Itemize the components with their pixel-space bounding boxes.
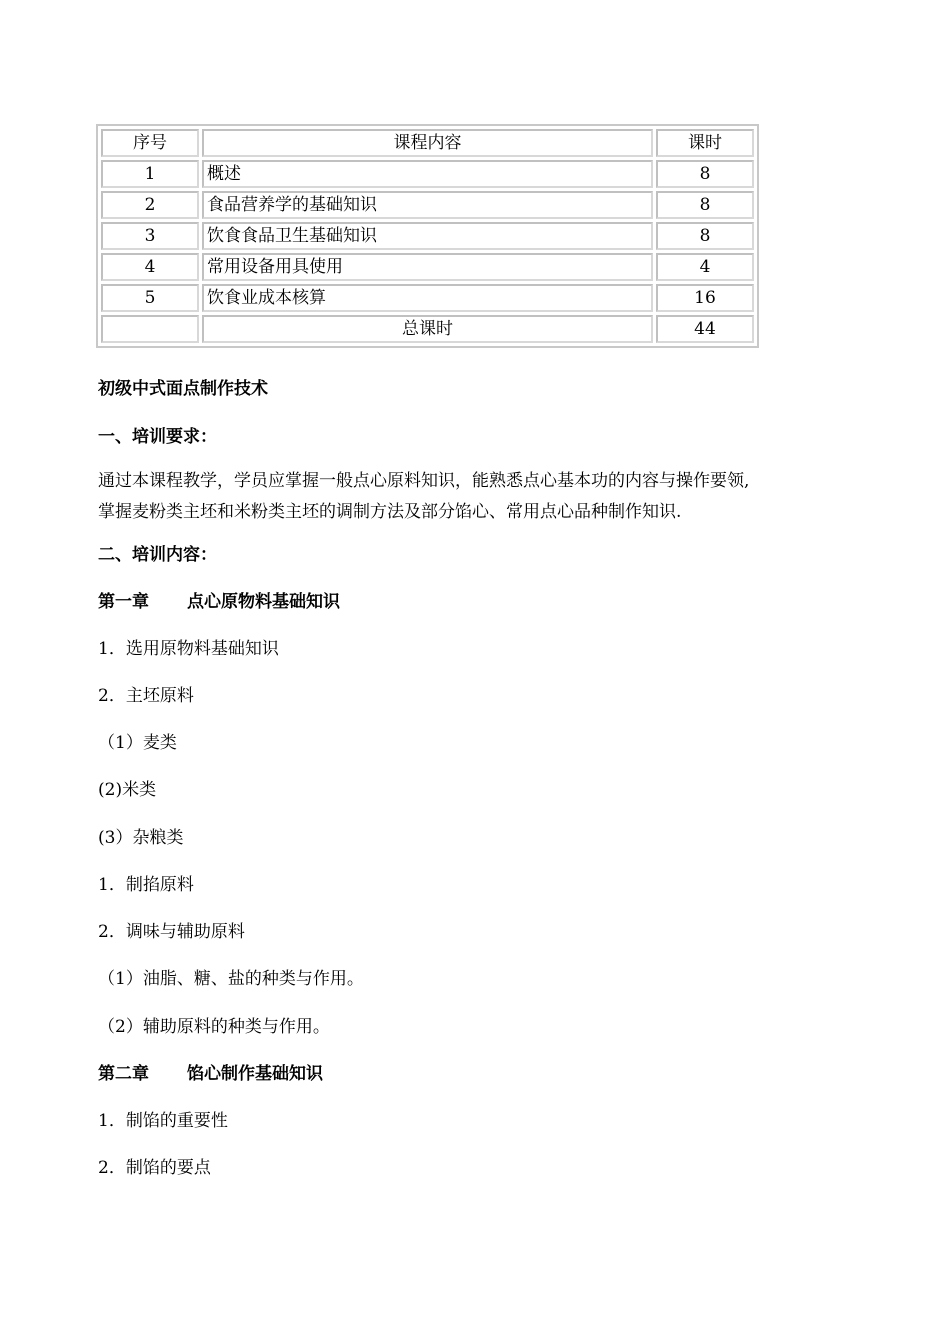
list-item: （1）油脂、糖、盐的种类与作用。 (98, 969, 364, 989)
row-content: 概述 (202, 160, 653, 188)
row-hours: 8 (656, 160, 754, 188)
header-hours: 课时 (656, 129, 754, 157)
list-item: 2．主坯原料 (98, 686, 194, 706)
list-item: 2．调味与辅助原料 (98, 922, 245, 942)
row-index: 3 (101, 222, 199, 250)
row-hours: 8 (656, 222, 754, 250)
list-item: （2）辅助原料的种类与作用。 (98, 1017, 330, 1037)
row-hours: 16 (656, 284, 754, 312)
requirements-paragraph (98, 466, 848, 528)
content-heading: 二、培训内容： (98, 545, 217, 565)
list-item: 1．制馅的重要性 (98, 1111, 228, 1131)
table-header-row (101, 129, 754, 157)
row-index: 1 (101, 160, 199, 188)
row-hours: 4 (656, 253, 754, 281)
list-item: 1．选用原物料基础知识 (98, 639, 279, 659)
chapter-heading (98, 1062, 323, 1086)
header-index: 序号 (101, 129, 199, 157)
chapter-title: 点心原物料基础知识 (187, 592, 340, 612)
table-row (101, 191, 754, 219)
chapter-heading (98, 590, 340, 614)
row-index: 2 (101, 191, 199, 219)
table-row (101, 284, 754, 312)
table-total-row (101, 315, 754, 343)
chapter-label: 第一章 (98, 592, 149, 612)
table-row (101, 160, 754, 188)
total-label: 总课时 (202, 315, 653, 343)
requirements-heading: 一、培训要求： (98, 427, 217, 447)
total-empty-cell (101, 315, 199, 343)
row-index: 4 (101, 253, 199, 281)
requirements-line: 掌握麦粉类主坯和米粉类主坯的调制方法及部分馅心、常用点心品种制作知识. (98, 502, 682, 522)
row-content: 食品营养学的基础知识 (202, 191, 653, 219)
list-item: 1．制掐原料 (98, 875, 194, 895)
course-title: 初级中式面点制作技术 (98, 379, 268, 399)
list-item: 2．制馅的要点 (98, 1158, 211, 1178)
table-row (101, 222, 754, 250)
course-hours-table (96, 124, 759, 348)
chapter-title: 馅心制作基础知识 (187, 1064, 323, 1084)
row-hours: 8 (656, 191, 754, 219)
requirements-line: 通过本课程教学，学员应掌握一般点心原料知识，能熟悉点心基本功的内容与操作要领, (98, 471, 750, 491)
row-content: 常用设备用具使用 (202, 253, 653, 281)
chapter-label: 第二章 (98, 1064, 149, 1084)
list-item: （1）麦类 (98, 733, 177, 753)
list-item: (3）杂粮类 (98, 828, 184, 848)
row-content: 饮食业成本核算 (202, 284, 653, 312)
header-content: 课程内容 (202, 129, 653, 157)
list-item: (2)米类 (98, 780, 157, 800)
total-hours: 44 (656, 315, 754, 343)
row-content: 饮食食品卫生基础知识 (202, 222, 653, 250)
table-row (101, 253, 754, 281)
row-index: 5 (101, 284, 199, 312)
